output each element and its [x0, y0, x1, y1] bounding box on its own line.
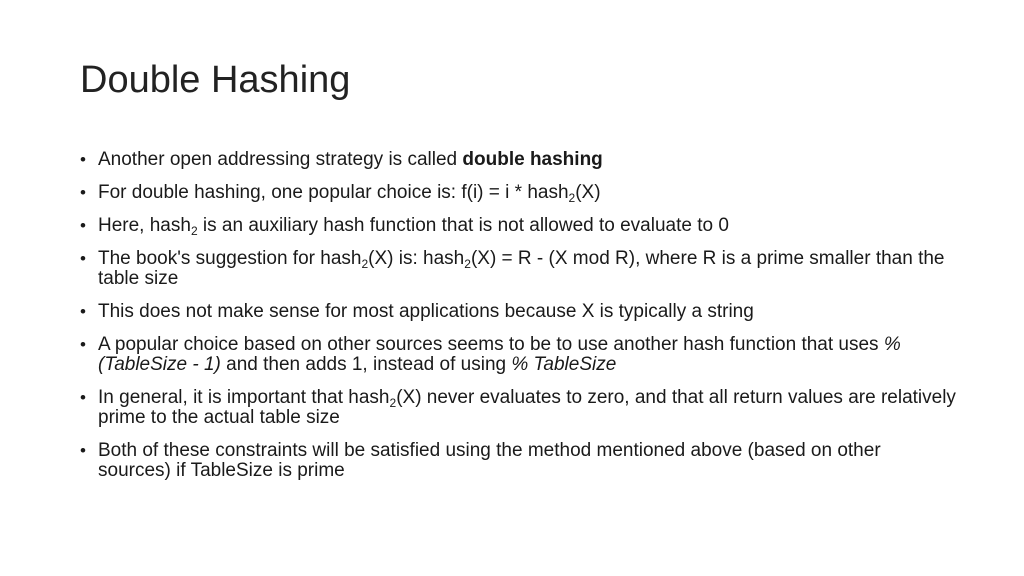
bullet-text: This does not make sense for most applications because X is typically a string [98, 301, 754, 322]
bullet-icon: • [80, 183, 86, 202]
bullet-icon: • [80, 249, 86, 268]
bullet-icon: • [80, 150, 86, 169]
bullet-text: (X) never evaluates to zero, and that all return values are relatively prime to the actual table size [98, 387, 956, 428]
bullet-text: Another open addressing strategy is called [98, 149, 463, 170]
bullet-icon: • [80, 335, 86, 354]
bullet-icon: • [80, 388, 86, 407]
bullet-text: (X) [575, 182, 601, 203]
bullet-text: A popular choice based on other sources seems to be to use another hash function that uses [98, 334, 884, 355]
bullet-item [76, 216, 956, 236]
bullet-text: The book's suggestion for hash [98, 248, 362, 269]
bullet-text: In general, it is important that hash [98, 387, 390, 408]
bullet-icon: • [80, 216, 86, 235]
bullet-italic-term: % (TableSize - 1) [98, 334, 901, 375]
bullet-item [76, 441, 956, 481]
bullet-text: For double hashing, one popular choice is: f(i) = i * hash [98, 182, 569, 203]
bullet-list [76, 150, 956, 494]
bullet-item [76, 150, 956, 170]
subscript: 2 [190, 224, 198, 238]
bullet-text: (X) is: hash [368, 248, 465, 269]
subscript: 2 [389, 396, 397, 410]
bullet-text: is an auxiliary hash function that is not allowed to evaluate to 0 [197, 215, 729, 236]
slide-title: Double Hashing [80, 59, 351, 101]
bullet-text: Both of these constraints will be satisfied using the method mentioned above (based on other sources) if TableSize is prime [98, 440, 881, 481]
bullet-italic-term: % TableSize [511, 354, 617, 375]
bullet-text: (X) = R - (X mod R), where R is a prime smaller than the table size [98, 248, 945, 289]
bullet-text: and then adds 1, instead of using [220, 354, 512, 375]
bullet-bold-term: double hashing [462, 149, 603, 170]
bullet-icon: • [80, 441, 86, 460]
bullet-item [76, 302, 956, 322]
subscript: 2 [464, 257, 471, 271]
subscript: 2 [361, 257, 369, 271]
bullet-item [76, 335, 956, 375]
bullet-item [76, 388, 956, 428]
bullet-item [76, 183, 956, 203]
bullet-icon: • [80, 302, 86, 321]
bullet-item [76, 249, 956, 289]
subscript: 2 [568, 191, 576, 205]
bullet-text: Here, hash [98, 215, 191, 236]
